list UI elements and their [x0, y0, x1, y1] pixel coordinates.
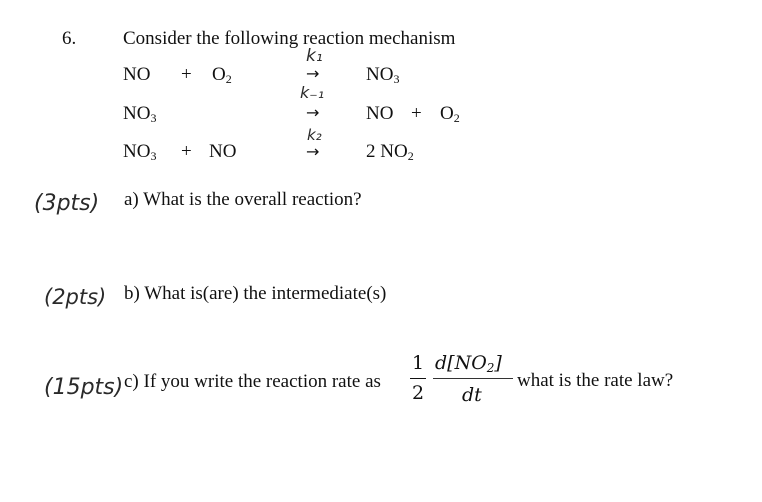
part-c-points: (15pts)	[44, 375, 124, 400]
reaction-2-arrow: →	[306, 103, 320, 122]
derivative-numerator: $d[NO_2]$	[435, 352, 502, 375]
reaction-1-reactant-b: $O_2$	[212, 64, 232, 86]
derivative-denominator: dt	[462, 384, 482, 406]
reaction-3-plus: +	[181, 141, 192, 162]
fraction-numerator: 1	[412, 352, 425, 374]
reaction-3-reactant-b: NO	[209, 141, 237, 162]
fraction-bar	[410, 378, 426, 379]
question-prompt: Consider the following reaction mechanism	[123, 28, 456, 49]
reaction-3-arrow: →	[306, 142, 320, 161]
part-b-points: (2pts)	[44, 285, 107, 309]
reaction-2-product-b: $O_2$	[440, 103, 460, 125]
part-c-question-start: c) If you write the reaction rate as	[124, 371, 381, 392]
reaction-1-arrow: →	[306, 64, 320, 83]
reaction-1-product: $NO_3$	[366, 64, 400, 86]
part-a-points: (3pts)	[34, 191, 100, 216]
reaction-1-reactant-a: NO	[123, 64, 151, 85]
reaction-3-reactant-a: $NO_3$	[123, 141, 157, 163]
reaction-3-product: 2 $NO_2$	[366, 141, 414, 163]
part-a-question: a) What is the overall reaction?	[124, 189, 362, 210]
question-number: 6.	[62, 28, 77, 49]
fraction-denominator: 2	[412, 382, 425, 404]
rate-constant-k2: k₂	[307, 126, 322, 144]
part-b-question: b) What is(are) the intermediate(s)	[124, 283, 387, 304]
rate-constant-k1: k₁	[306, 46, 323, 66]
reaction-2-plus: +	[411, 103, 422, 124]
derivative-bar	[433, 378, 513, 380]
reaction-1-plus: +	[181, 64, 192, 85]
reaction-2-product-a: NO	[366, 103, 394, 124]
reaction-2-reactant: $NO_3$	[123, 103, 157, 125]
part-c-question-end: what is the rate law?	[517, 370, 674, 391]
rate-constant-k-minus-1: k₋₁	[300, 83, 325, 102]
